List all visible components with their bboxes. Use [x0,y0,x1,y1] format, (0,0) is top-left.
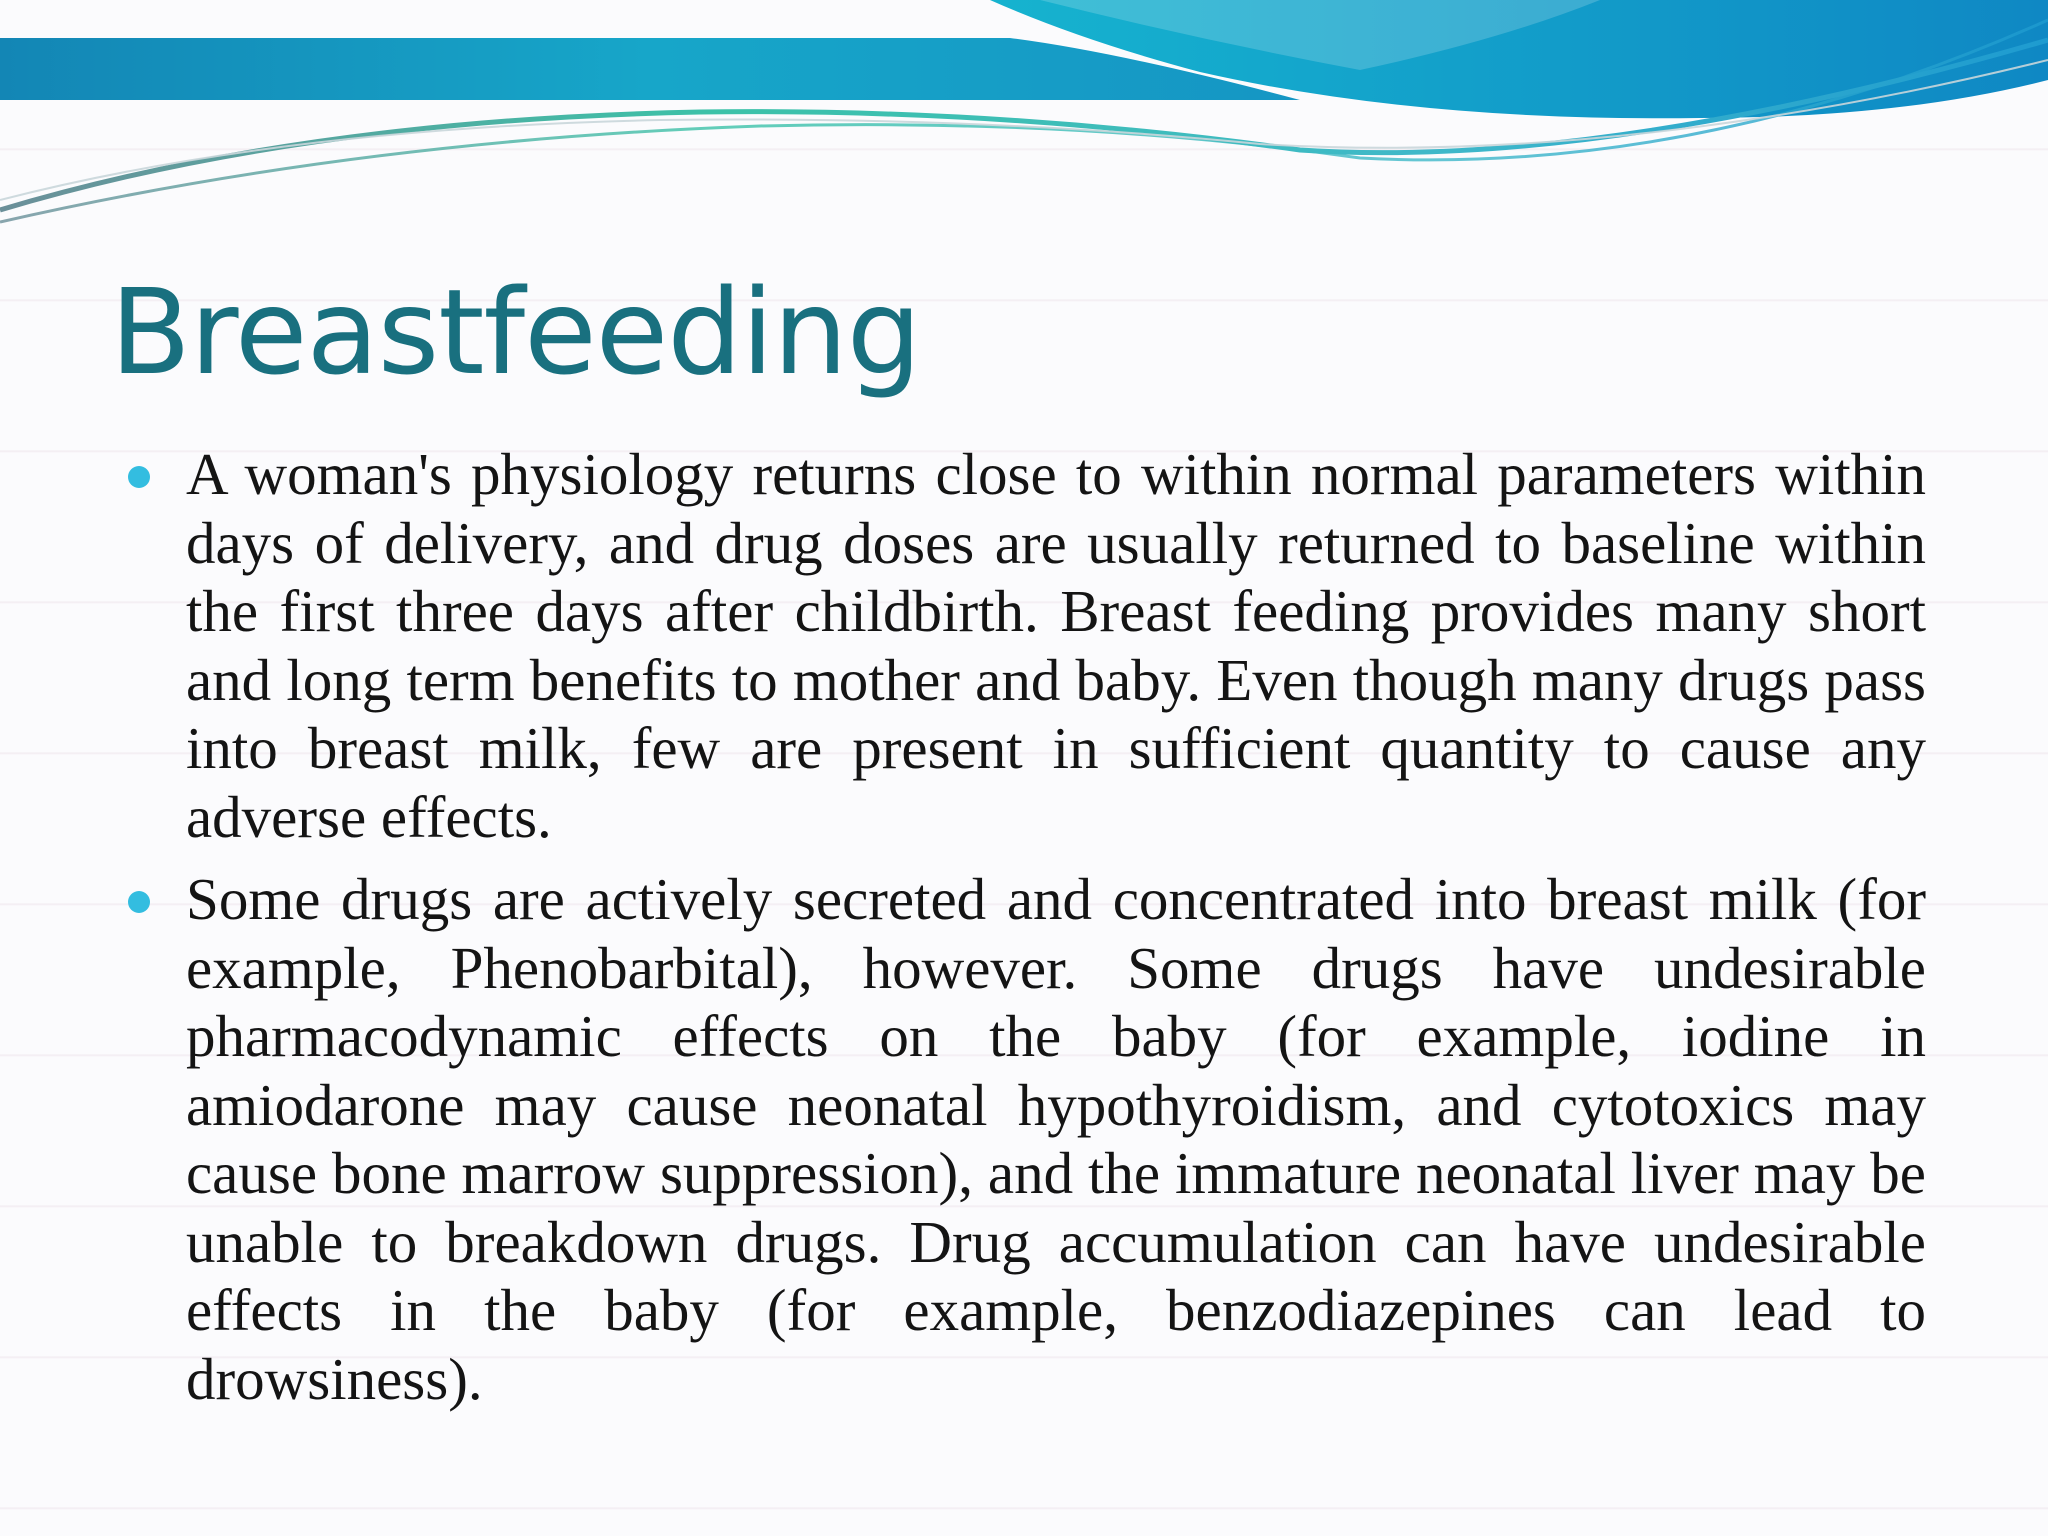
bullet-dot-icon [128,891,150,913]
header-wave-decoration [0,0,2048,240]
header-band [0,38,1300,100]
bullet-item [120,440,1926,851]
bullet-item [120,865,1926,1413]
bullet-text: A woman's physiology returns close to within normal parameters within days of delivery, and drug doses are usually returned to baseline within the first three days after childbirth. Breast feeding provides many short and long term benefits to mother and baby. Even though many drugs pass into breast milk, few are present in sufficient quantity to cause any adverse effects. [186,441,1926,850]
bullet-dot-icon [128,466,150,488]
bullet-list [120,440,1926,1427]
slide-title: Breastfeeding [110,263,921,401]
bullet-text: Some drugs are actively secreted and concentrated into breast milk (for example, Phenobarbital), however. Some drugs have undesirable pharmacodynamic effects on the baby (for example, iodine in amiodarone may cause neonatal hypothyroidism, and cytotoxics may cause bone marrow suppression), and the immature neonatal liver may be unable to breakdown drugs. Drug accumulation can have undesirable effects in the baby (for example, benzodiazepines can lead to drowsiness). [186,866,1926,1412]
